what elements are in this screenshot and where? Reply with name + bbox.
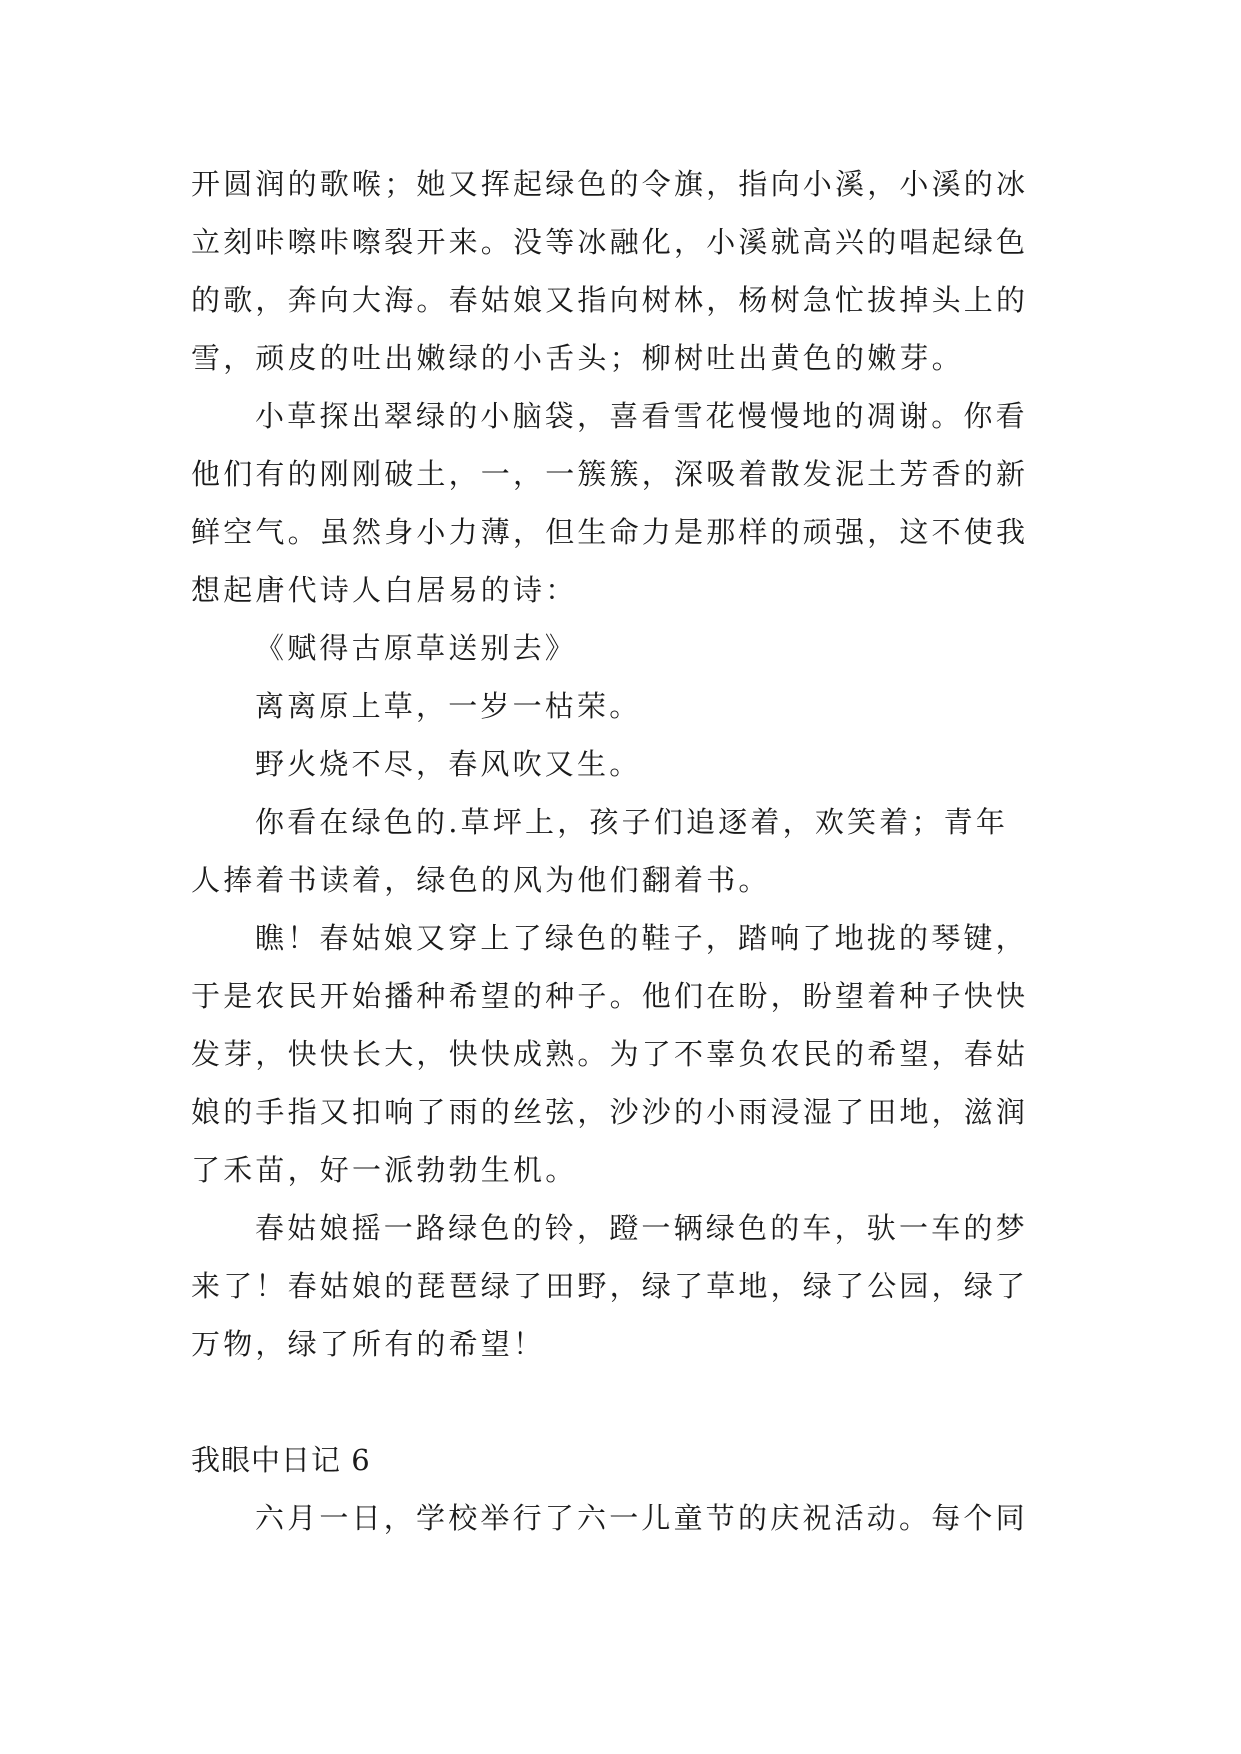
paragraph-first-line: 春姑娘摇一路绿色的铃，蹬一辆绿色的车，驮一车的梦 — [255, 1211, 1028, 1245]
text-line: 万物，绿了所有的希望！ — [191, 1327, 546, 1361]
poem-line: 离离原上草，一岁一枯荣。 — [255, 689, 642, 723]
text-line: 发芽，快快长大，快快成熟。为了不辜负农民的希望，春姑 — [191, 1037, 1029, 1071]
paragraph-first-line: 瞧！春姑娘又穿上了绿色的鞋子，踏响了地拢的琴键， — [255, 921, 1028, 955]
text-line: 他们有的刚刚破土，一，一簇簇，深吸着散发泥土芳香的新 — [191, 457, 1029, 491]
text-line: 立刻咔嚓咔嚓裂开来。没等冰融化，小溪就高兴的唱起绿色 — [191, 225, 1029, 259]
text-line: 娘的手指又扣响了雨的丝弦，沙沙的小雨浸湿了田地，滋润 — [191, 1095, 1029, 1129]
paragraph-first-line: 小草探出翠绿的小脑袋，喜看雪花慢慢地的凋谢。你看 — [255, 399, 1028, 433]
text-line: 想起唐代诗人白居易的诗： — [191, 573, 578, 607]
text-line: 雪，顽皮的吐出嫩绿的小舌头；柳树吐出黄色的嫩芽。 — [191, 341, 964, 375]
text-line: 来了！春姑娘的琵琶绿了田野，绿了草地，绿了公园，绿了 — [191, 1269, 1029, 1303]
paragraph-first-line: 六月一日，学校举行了六一儿童节的庆祝活动。每个同 — [255, 1501, 1028, 1535]
poem-line: 野火烧不尽，春风吹又生。 — [255, 747, 642, 781]
poem-title: 《赋得古原草送别去》 — [255, 631, 578, 665]
section-title: 我眼中日记 6 — [191, 1443, 371, 1477]
text-line: 鲜空气。虽然身小力薄，但生命力是那样的顽强，这不使我 — [191, 515, 1029, 549]
text-line: 的歌，奔向大海。春姑娘又指向树林，杨树急忙拔掉头上的 — [191, 283, 1029, 317]
paragraph-first-line: 你看在绿色的.草坪上，孩子们追逐着，欢笑着；青年 — [255, 805, 1009, 839]
text-line: 人捧着书读着，绿色的风为他们翻着书。 — [191, 863, 771, 897]
text-line: 了禾苗，好一派勃勃生机。 — [191, 1153, 578, 1187]
text-line: 于是农民开始播种希望的种子。他们在盼，盼望着种子快快 — [191, 979, 1029, 1013]
text-line: 开圆润的歌喉；她又挥起绿色的令旗，指向小溪，小溪的冰 — [191, 167, 1029, 201]
